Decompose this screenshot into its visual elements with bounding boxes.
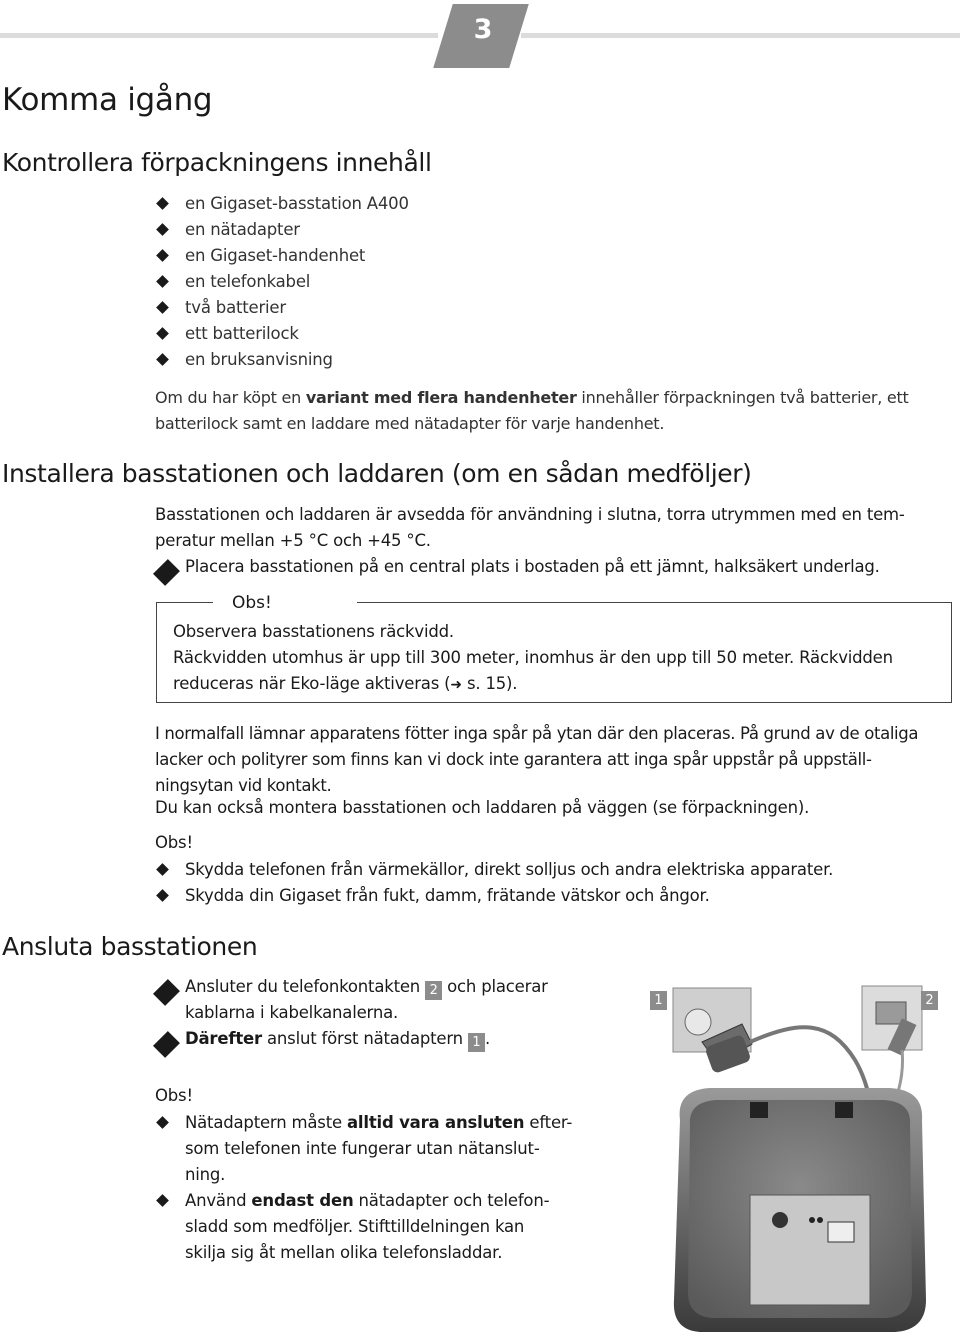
diamond-bullet-icon	[156, 863, 169, 876]
diamond-bullet-icon	[156, 327, 169, 340]
diamond-bullet-icon	[156, 1194, 169, 1207]
install-intro: Basstationen och laddaren är avsedda för användning i slutna, torra utrymmen med en tem- peratur mellan +5 °C och +45 °C.	[155, 505, 905, 550]
package-note: Om du har köpt en variant med flera handenheter innehåller förpackningen två batterier, ett batterilock samt en laddare med nätadapter för varje handenhet.	[155, 388, 909, 433]
diamond-bullet-icon	[156, 249, 169, 262]
diamond-bullet-icon	[156, 889, 169, 902]
list-item: Därefter anslut först nätadaptern 1 .	[155, 1026, 585, 1052]
package-contents-list	[155, 191, 409, 373]
callout-2-badge: 2	[425, 981, 442, 1000]
callout-1-badge: 1	[468, 1033, 485, 1052]
list-item: ett batterilock	[155, 321, 409, 347]
note-box-text: Observera basstationens räckvidd. Räckvidden utomhus är upp till 300 meter, inomhus är den upp till 50 meter. Räckvidden reduceras när Eko-läge aktiveras (➜ s. 15).	[173, 622, 893, 693]
diamond-bullet-icon	[156, 353, 169, 366]
diamond-bullet-icon	[156, 275, 169, 288]
obs-heading: Obs!	[155, 833, 193, 852]
arrow-right-icon: ➜	[450, 677, 462, 693]
diamond-bullet-icon	[156, 197, 169, 210]
section-heading-connect: Ansluta basstationen	[2, 932, 258, 961]
diamond-bullet-icon	[156, 223, 169, 236]
triangle-bullet-icon	[153, 559, 180, 586]
header-rule-right	[521, 33, 960, 38]
install-paragraph-2: Du kan också montera basstationen och laddaren på väggen (se förpackningen).	[155, 798, 810, 817]
list-item: Placera basstationen på en central plats i bostaden på ett jämnt, halksäkert underlag.	[155, 554, 880, 580]
list-item: en bruksanvisning	[155, 347, 409, 373]
connect-warning-list	[155, 1110, 595, 1266]
connection-illustration	[640, 980, 960, 1340]
header-rule-left	[0, 33, 438, 38]
triangle-bullet-icon	[153, 1031, 180, 1058]
list-item: Skydda telefonen från värmekällor, direkt solljus och andra elektriska apparater.	[155, 857, 833, 883]
triangle-bullet-icon	[153, 979, 180, 1006]
page-title: Komma igång	[2, 82, 213, 118]
base-station-figure	[640, 980, 960, 1340]
figure-callout-1: 1	[650, 991, 667, 1010]
list-item: en Gigaset-handenhet	[155, 243, 409, 269]
page-number: 3	[473, 14, 493, 45]
connect-obs-heading: Obs!	[155, 1086, 193, 1105]
section-heading-install: Installera basstationen och laddaren (om en sådan medföljer)	[2, 459, 752, 488]
install-steps	[155, 554, 880, 580]
connect-steps	[155, 974, 585, 1052]
list-item: en nätadapter	[155, 217, 409, 243]
list-item: en Gigaset-basstation A400	[155, 191, 409, 217]
list-item: en telefonkabel	[155, 269, 409, 295]
note-box-label: Obs!	[232, 593, 272, 613]
list-item: Ansluter du telefonkontakten 2 och placerar kablarna i kabelkanalerna.	[155, 974, 585, 1026]
list-item: två batterier	[155, 295, 409, 321]
diamond-bullet-icon	[156, 301, 169, 314]
figure-callout-2: 2	[921, 991, 938, 1010]
list-item: Nätadaptern måste alltid vara ansluten efter- som telefonen inte fungerar utan nätanslut- ning.	[155, 1110, 595, 1188]
warning-list	[155, 857, 833, 909]
list-item: Skydda din Gigaset från fukt, damm, frätande vätskor och ångor.	[155, 883, 833, 909]
section-heading-package: Kontrollera förpackningens innehåll	[2, 148, 432, 177]
diamond-bullet-icon	[156, 1116, 169, 1129]
list-item: Använd endast den nätadapter och telefon- sladd som medföljer. Stifttilldelningen kan skilja sig åt mellan olika telefonsladdar.	[155, 1188, 595, 1266]
install-paragraph-1: I normalfall lämnar apparatens fötter inga spår på ytan där den placeras. På grund av de otaliga lacker och polityrer som finns kan vi dock inte garantera att inga spår uppstår på uppställ- ningsytan vid kontakt.	[155, 724, 919, 795]
